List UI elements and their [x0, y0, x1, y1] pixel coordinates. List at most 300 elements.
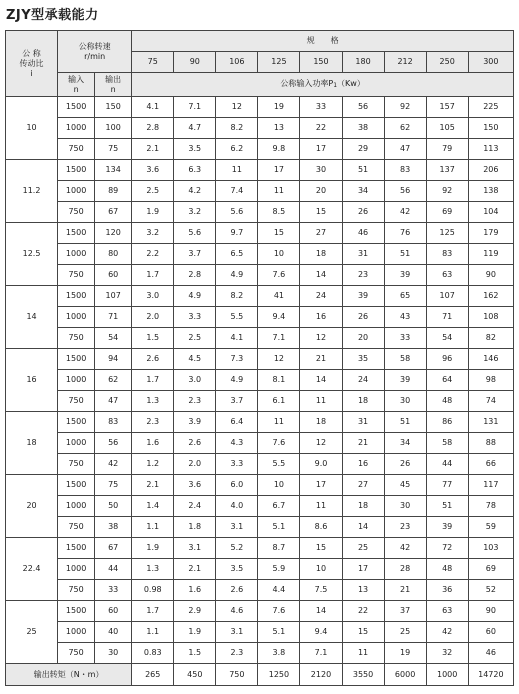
power-value-cell: 2.1: [132, 475, 174, 496]
power-value-cell: 35: [342, 349, 384, 370]
power-value-cell: 3.0: [132, 286, 174, 307]
output-speed-cell: 80: [95, 244, 132, 265]
input-speed-cell: 750: [58, 202, 95, 223]
power-value-cell: 17: [342, 559, 384, 580]
power-value-cell: 9.4: [300, 622, 342, 643]
power-value-cell: 98: [468, 370, 513, 391]
power-value-cell: 13: [258, 118, 300, 139]
power-value-cell: 5.6: [216, 202, 258, 223]
power-value-cell: 21: [384, 580, 426, 601]
table-row: [6, 286, 514, 307]
power-value-cell: 137: [426, 160, 468, 181]
power-value-cell: 2.3: [174, 391, 216, 412]
power-value-cell: 3.5: [216, 559, 258, 580]
output-speed-cell: 60: [95, 601, 132, 622]
power-value-cell: 179: [468, 223, 513, 244]
output-speed-cell: 40: [95, 622, 132, 643]
table-row: [6, 601, 514, 622]
power-value-cell: 8.5: [258, 202, 300, 223]
power-value-cell: 3.7: [174, 244, 216, 265]
power-value-cell: 72: [426, 538, 468, 559]
power-value-cell: 125: [426, 223, 468, 244]
table-row: [6, 139, 514, 160]
power-value-cell: 4.4: [258, 580, 300, 601]
power-value-cell: 63: [426, 265, 468, 286]
power-value-cell: 162: [468, 286, 513, 307]
power-value-cell: 1.1: [132, 622, 174, 643]
power-value-cell: 66: [468, 454, 513, 475]
power-value-cell: 16: [342, 454, 384, 475]
power-value-cell: 63: [426, 601, 468, 622]
output-speed-cell: 75: [95, 139, 132, 160]
power-value-cell: 38: [342, 118, 384, 139]
power-value-cell: 9.7: [216, 223, 258, 244]
power-value-cell: 76: [384, 223, 426, 244]
power-value-cell: 31: [342, 244, 384, 265]
power-value-cell: 1.5: [132, 328, 174, 349]
ratio-cell: 11.2: [6, 160, 58, 223]
capacity-table: [5, 30, 514, 686]
power-header-label: 公称输入功率P: [280, 78, 334, 88]
table-row: [6, 538, 514, 559]
power-value-cell: 2.8: [132, 118, 174, 139]
power-value-cell: 46: [342, 223, 384, 244]
power-value-cell: 42: [426, 622, 468, 643]
power-value-cell: 2.4: [174, 496, 216, 517]
power-value-cell: 12: [300, 433, 342, 454]
power-value-cell: 17: [300, 139, 342, 160]
power-value-cell: 19: [258, 97, 300, 118]
power-value-cell: 15: [300, 538, 342, 559]
output-speed-cell: 54: [95, 328, 132, 349]
power-value-cell: 7.4: [216, 181, 258, 202]
power-value-cell: 3.9: [174, 412, 216, 433]
power-value-cell: 4.2: [174, 181, 216, 202]
power-value-cell: 27: [342, 475, 384, 496]
output-speed-cell: 89: [95, 181, 132, 202]
input-speed-header: [58, 73, 95, 97]
power-value-cell: 8.2: [216, 118, 258, 139]
power-value-cell: 20: [342, 328, 384, 349]
torque-label: 输出转矩（N・m）: [6, 664, 132, 686]
power-value-cell: 5.2: [216, 538, 258, 559]
power-value-cell: 11: [342, 643, 384, 664]
output-speed-cell: 47: [95, 391, 132, 412]
speed-header-line1: 公称转速: [78, 41, 111, 51]
power-value-cell: 51: [426, 496, 468, 517]
power-value-cell: 12: [216, 97, 258, 118]
power-value-cell: 18: [342, 496, 384, 517]
power-value-cell: 2.0: [132, 307, 174, 328]
power-value-cell: 25: [342, 538, 384, 559]
power-value-cell: 1.3: [132, 559, 174, 580]
power-value-cell: 5.1: [258, 622, 300, 643]
input-speed-cell: 750: [58, 517, 95, 538]
output-speed-cell: 150: [95, 97, 132, 118]
power-value-cell: 34: [342, 181, 384, 202]
power-value-cell: 14: [300, 265, 342, 286]
power-value-cell: 26: [342, 202, 384, 223]
output-speed-cell: 71: [95, 307, 132, 328]
input-speed-cell: 1500: [58, 538, 95, 559]
output-header-line2: n: [110, 84, 116, 94]
power-value-cell: 29: [342, 139, 384, 160]
power-value-cell: 1.9: [174, 622, 216, 643]
table-row: [6, 202, 514, 223]
table-row: [6, 517, 514, 538]
power-header-unit: （Kw）: [337, 78, 365, 88]
power-value-cell: 119: [468, 244, 513, 265]
power-value-cell: 3.1: [216, 622, 258, 643]
power-value-cell: 54: [426, 328, 468, 349]
power-value-cell: 56: [342, 97, 384, 118]
power-value-cell: 104: [468, 202, 513, 223]
output-header-line1: 输出: [105, 74, 122, 84]
size-header-cell: 90: [174, 52, 216, 73]
power-value-cell: 1.3: [132, 391, 174, 412]
power-value-cell: 90: [468, 601, 513, 622]
power-value-cell: 59: [468, 517, 513, 538]
power-value-cell: 47: [384, 139, 426, 160]
torque-value-cell: 14720: [468, 664, 513, 686]
input-speed-cell: 1500: [58, 601, 95, 622]
power-value-cell: 11: [258, 412, 300, 433]
power-value-cell: 16: [300, 307, 342, 328]
power-value-cell: 21: [300, 349, 342, 370]
power-value-cell: 6.5: [216, 244, 258, 265]
size-header-cell: 180: [342, 52, 384, 73]
power-value-cell: 7.6: [258, 433, 300, 454]
output-speed-cell: 67: [95, 538, 132, 559]
ratio-header-line3: i: [30, 68, 33, 78]
input-speed-cell: 1000: [58, 244, 95, 265]
power-value-cell: 7.1: [300, 643, 342, 664]
power-value-cell: 90: [468, 265, 513, 286]
input-speed-cell: 750: [58, 580, 95, 601]
output-speed-cell: 120: [95, 223, 132, 244]
power-value-cell: 4.9: [216, 370, 258, 391]
power-value-cell: 46: [468, 643, 513, 664]
power-value-cell: 5.6: [174, 223, 216, 244]
output-speed-cell: 42: [95, 454, 132, 475]
torque-value-cell: 265: [132, 664, 174, 686]
power-value-cell: 2.9: [174, 601, 216, 622]
input-speed-cell: 750: [58, 454, 95, 475]
size-header-cell: 106: [216, 52, 258, 73]
power-value-cell: 2.5: [132, 181, 174, 202]
power-value-cell: 3.6: [174, 475, 216, 496]
power-value-cell: 3.0: [174, 370, 216, 391]
power-value-cell: 11: [216, 160, 258, 181]
output-speed-cell: 44: [95, 559, 132, 580]
power-value-cell: 2.6: [132, 349, 174, 370]
power-value-cell: 52: [468, 580, 513, 601]
power-value-cell: 8.7: [258, 538, 300, 559]
ratio-cell: 25: [6, 601, 58, 664]
power-value-cell: 103: [468, 538, 513, 559]
table-row: [6, 97, 514, 118]
input-speed-cell: 1500: [58, 349, 95, 370]
power-value-cell: 1.7: [132, 601, 174, 622]
power-value-cell: 18: [300, 412, 342, 433]
power-value-cell: 1.6: [132, 433, 174, 454]
speed-header-unit: r/min: [84, 51, 106, 61]
torque-value-cell: 2120: [300, 664, 342, 686]
input-speed-cell: 1000: [58, 622, 95, 643]
power-value-cell: 11: [300, 496, 342, 517]
torque-value-cell: 1250: [258, 664, 300, 686]
power-value-cell: 24: [300, 286, 342, 307]
input-speed-cell: 1500: [58, 412, 95, 433]
torque-value-cell: 750: [216, 664, 258, 686]
ratio-header: [6, 31, 58, 97]
power-value-cell: 83: [426, 244, 468, 265]
power-value-cell: 10: [258, 244, 300, 265]
output-speed-cell: 75: [95, 475, 132, 496]
power-value-cell: 45: [384, 475, 426, 496]
power-value-cell: 86: [426, 412, 468, 433]
power-value-cell: 3.1: [216, 517, 258, 538]
input-speed-cell: 1000: [58, 433, 95, 454]
power-value-cell: 74: [468, 391, 513, 412]
power-value-cell: 27: [300, 223, 342, 244]
power-value-cell: 33: [300, 97, 342, 118]
power-value-cell: 39: [426, 517, 468, 538]
power-value-cell: 0.98: [132, 580, 174, 601]
table-row: [6, 643, 514, 664]
power-value-cell: 3.8: [258, 643, 300, 664]
power-value-cell: 8.6: [300, 517, 342, 538]
power-value-cell: 92: [384, 97, 426, 118]
torque-value-cell: 3550: [342, 664, 384, 686]
power-value-cell: 9.0: [300, 454, 342, 475]
power-header-subscript: 1: [333, 81, 338, 89]
power-value-cell: 1.9: [132, 538, 174, 559]
speed-header: [58, 31, 132, 73]
power-value-cell: 15: [258, 223, 300, 244]
table-row: [6, 328, 514, 349]
power-value-cell: 7.6: [258, 601, 300, 622]
output-speed-cell: 62: [95, 370, 132, 391]
power-value-cell: 39: [342, 286, 384, 307]
power-value-cell: 131: [468, 412, 513, 433]
power-value-cell: 56: [384, 181, 426, 202]
table-row: [6, 454, 514, 475]
power-value-cell: 42: [384, 538, 426, 559]
ratio-cell: 22.4: [6, 538, 58, 601]
power-value-cell: 4.5: [174, 349, 216, 370]
power-value-cell: 32: [426, 643, 468, 664]
power-value-cell: 6.1: [258, 391, 300, 412]
ratio-cell: 18: [6, 412, 58, 475]
power-value-cell: 34: [384, 433, 426, 454]
torque-value-cell: 6000: [384, 664, 426, 686]
power-value-cell: 4.1: [132, 97, 174, 118]
power-value-cell: 20: [300, 181, 342, 202]
power-value-cell: 4.6: [216, 601, 258, 622]
size-header-cell: 300: [468, 52, 513, 73]
power-value-cell: 3.2: [174, 202, 216, 223]
power-value-cell: 4.0: [216, 496, 258, 517]
input-speed-cell: 1500: [58, 160, 95, 181]
table-row: [6, 160, 514, 181]
power-value-cell: 69: [426, 202, 468, 223]
power-value-cell: 107: [426, 286, 468, 307]
power-value-cell: 0.83: [132, 643, 174, 664]
power-value-cell: 2.5: [174, 328, 216, 349]
power-value-cell: 6.2: [216, 139, 258, 160]
table-row: [6, 181, 514, 202]
power-value-cell: 4.9: [174, 286, 216, 307]
power-value-cell: 71: [426, 307, 468, 328]
table-row: [6, 475, 514, 496]
table-row: [6, 412, 514, 433]
power-value-cell: 36: [426, 580, 468, 601]
power-value-cell: 25: [384, 622, 426, 643]
power-value-cell: 39: [384, 265, 426, 286]
table-row: [6, 307, 514, 328]
power-value-cell: 10: [300, 559, 342, 580]
output-speed-cell: 30: [95, 643, 132, 664]
output-speed-cell: 60: [95, 265, 132, 286]
power-value-cell: 64: [426, 370, 468, 391]
power-value-cell: 2.3: [216, 643, 258, 664]
power-value-cell: 18: [342, 391, 384, 412]
power-value-cell: 48: [426, 559, 468, 580]
power-value-cell: 7.6: [258, 265, 300, 286]
power-value-cell: 15: [342, 622, 384, 643]
power-value-cell: 62: [384, 118, 426, 139]
input-speed-cell: 750: [58, 265, 95, 286]
power-value-cell: 2.1: [174, 559, 216, 580]
power-value-cell: 7.1: [258, 328, 300, 349]
power-value-cell: 12: [258, 349, 300, 370]
power-value-cell: 33: [384, 328, 426, 349]
power-value-cell: 4.9: [216, 265, 258, 286]
power-value-cell: 22: [300, 118, 342, 139]
output-speed-header: [95, 73, 132, 97]
power-value-cell: 1.5: [174, 643, 216, 664]
power-value-cell: 51: [342, 160, 384, 181]
power-value-cell: 113: [468, 139, 513, 160]
power-value-cell: 30: [300, 160, 342, 181]
power-value-cell: 3.5: [174, 139, 216, 160]
output-speed-cell: 134: [95, 160, 132, 181]
input-speed-cell: 1000: [58, 370, 95, 391]
power-value-cell: 117: [468, 475, 513, 496]
power-value-cell: 2.8: [174, 265, 216, 286]
power-value-cell: 1.9: [132, 202, 174, 223]
power-value-cell: 12: [300, 328, 342, 349]
power-value-cell: 26: [342, 307, 384, 328]
power-value-cell: 92: [426, 181, 468, 202]
ratio-cell: 12.5: [6, 223, 58, 286]
power-value-cell: 5.9: [258, 559, 300, 580]
power-value-cell: 31: [342, 412, 384, 433]
power-value-cell: 5.5: [216, 307, 258, 328]
input-speed-cell: 1000: [58, 118, 95, 139]
table-row: [6, 349, 514, 370]
power-value-cell: 1.7: [132, 370, 174, 391]
power-value-cell: 2.0: [174, 454, 216, 475]
power-header: [132, 73, 514, 97]
power-value-cell: 65: [384, 286, 426, 307]
table-row: [6, 391, 514, 412]
power-value-cell: 30: [384, 496, 426, 517]
torque-value-cell: 450: [174, 664, 216, 686]
output-speed-cell: 107: [95, 286, 132, 307]
output-speed-cell: 56: [95, 433, 132, 454]
power-value-cell: 5.1: [258, 517, 300, 538]
power-value-cell: 19: [384, 643, 426, 664]
power-value-cell: 6.3: [174, 160, 216, 181]
table-row: [6, 265, 514, 286]
power-value-cell: 6.0: [216, 475, 258, 496]
ratio-cell: 14: [6, 286, 58, 349]
power-value-cell: 2.6: [174, 433, 216, 454]
power-value-cell: 7.3: [216, 349, 258, 370]
power-value-cell: 1.7: [132, 265, 174, 286]
power-value-cell: 4.7: [174, 118, 216, 139]
power-value-cell: 3.3: [216, 454, 258, 475]
power-value-cell: 7.5: [300, 580, 342, 601]
power-value-cell: 96: [426, 349, 468, 370]
power-value-cell: 60: [468, 622, 513, 643]
size-header-cell: 125: [258, 52, 300, 73]
table-row: [6, 118, 514, 139]
table-row: [6, 580, 514, 601]
output-speed-cell: 67: [95, 202, 132, 223]
power-value-cell: 225: [468, 97, 513, 118]
input-speed-cell: 1500: [58, 475, 95, 496]
power-value-cell: 58: [384, 349, 426, 370]
power-value-cell: 2.6: [216, 580, 258, 601]
input-speed-cell: 750: [58, 643, 95, 664]
input-header-line1: 输入: [68, 74, 85, 84]
power-value-cell: 3.2: [132, 223, 174, 244]
power-value-cell: 39: [384, 370, 426, 391]
ratio-header-line2: 传动比: [19, 58, 44, 68]
output-speed-cell: 100: [95, 118, 132, 139]
power-value-cell: 26: [384, 454, 426, 475]
power-value-cell: 23: [342, 265, 384, 286]
power-value-cell: 14: [300, 601, 342, 622]
power-value-cell: 24: [342, 370, 384, 391]
power-value-cell: 9.4: [258, 307, 300, 328]
power-value-cell: 138: [468, 181, 513, 202]
input-speed-cell: 1500: [58, 97, 95, 118]
power-value-cell: 69: [468, 559, 513, 580]
power-value-cell: 150: [468, 118, 513, 139]
power-value-cell: 88: [468, 433, 513, 454]
input-speed-cell: 750: [58, 391, 95, 412]
power-value-cell: 82: [468, 328, 513, 349]
power-value-cell: 105: [426, 118, 468, 139]
power-value-cell: 1.8: [174, 517, 216, 538]
power-value-cell: 206: [468, 160, 513, 181]
power-value-cell: 8.2: [216, 286, 258, 307]
input-speed-cell: 1000: [58, 496, 95, 517]
input-speed-cell: 1000: [58, 181, 95, 202]
table-row: [6, 496, 514, 517]
spec-header: 规 格: [132, 31, 514, 52]
torque-value-cell: 1000: [426, 664, 468, 686]
power-value-cell: 157: [426, 97, 468, 118]
input-speed-cell: 750: [58, 328, 95, 349]
power-value-cell: 37: [384, 601, 426, 622]
power-value-cell: 3.1: [174, 538, 216, 559]
page-title: ZJY型承载能力: [6, 8, 99, 23]
